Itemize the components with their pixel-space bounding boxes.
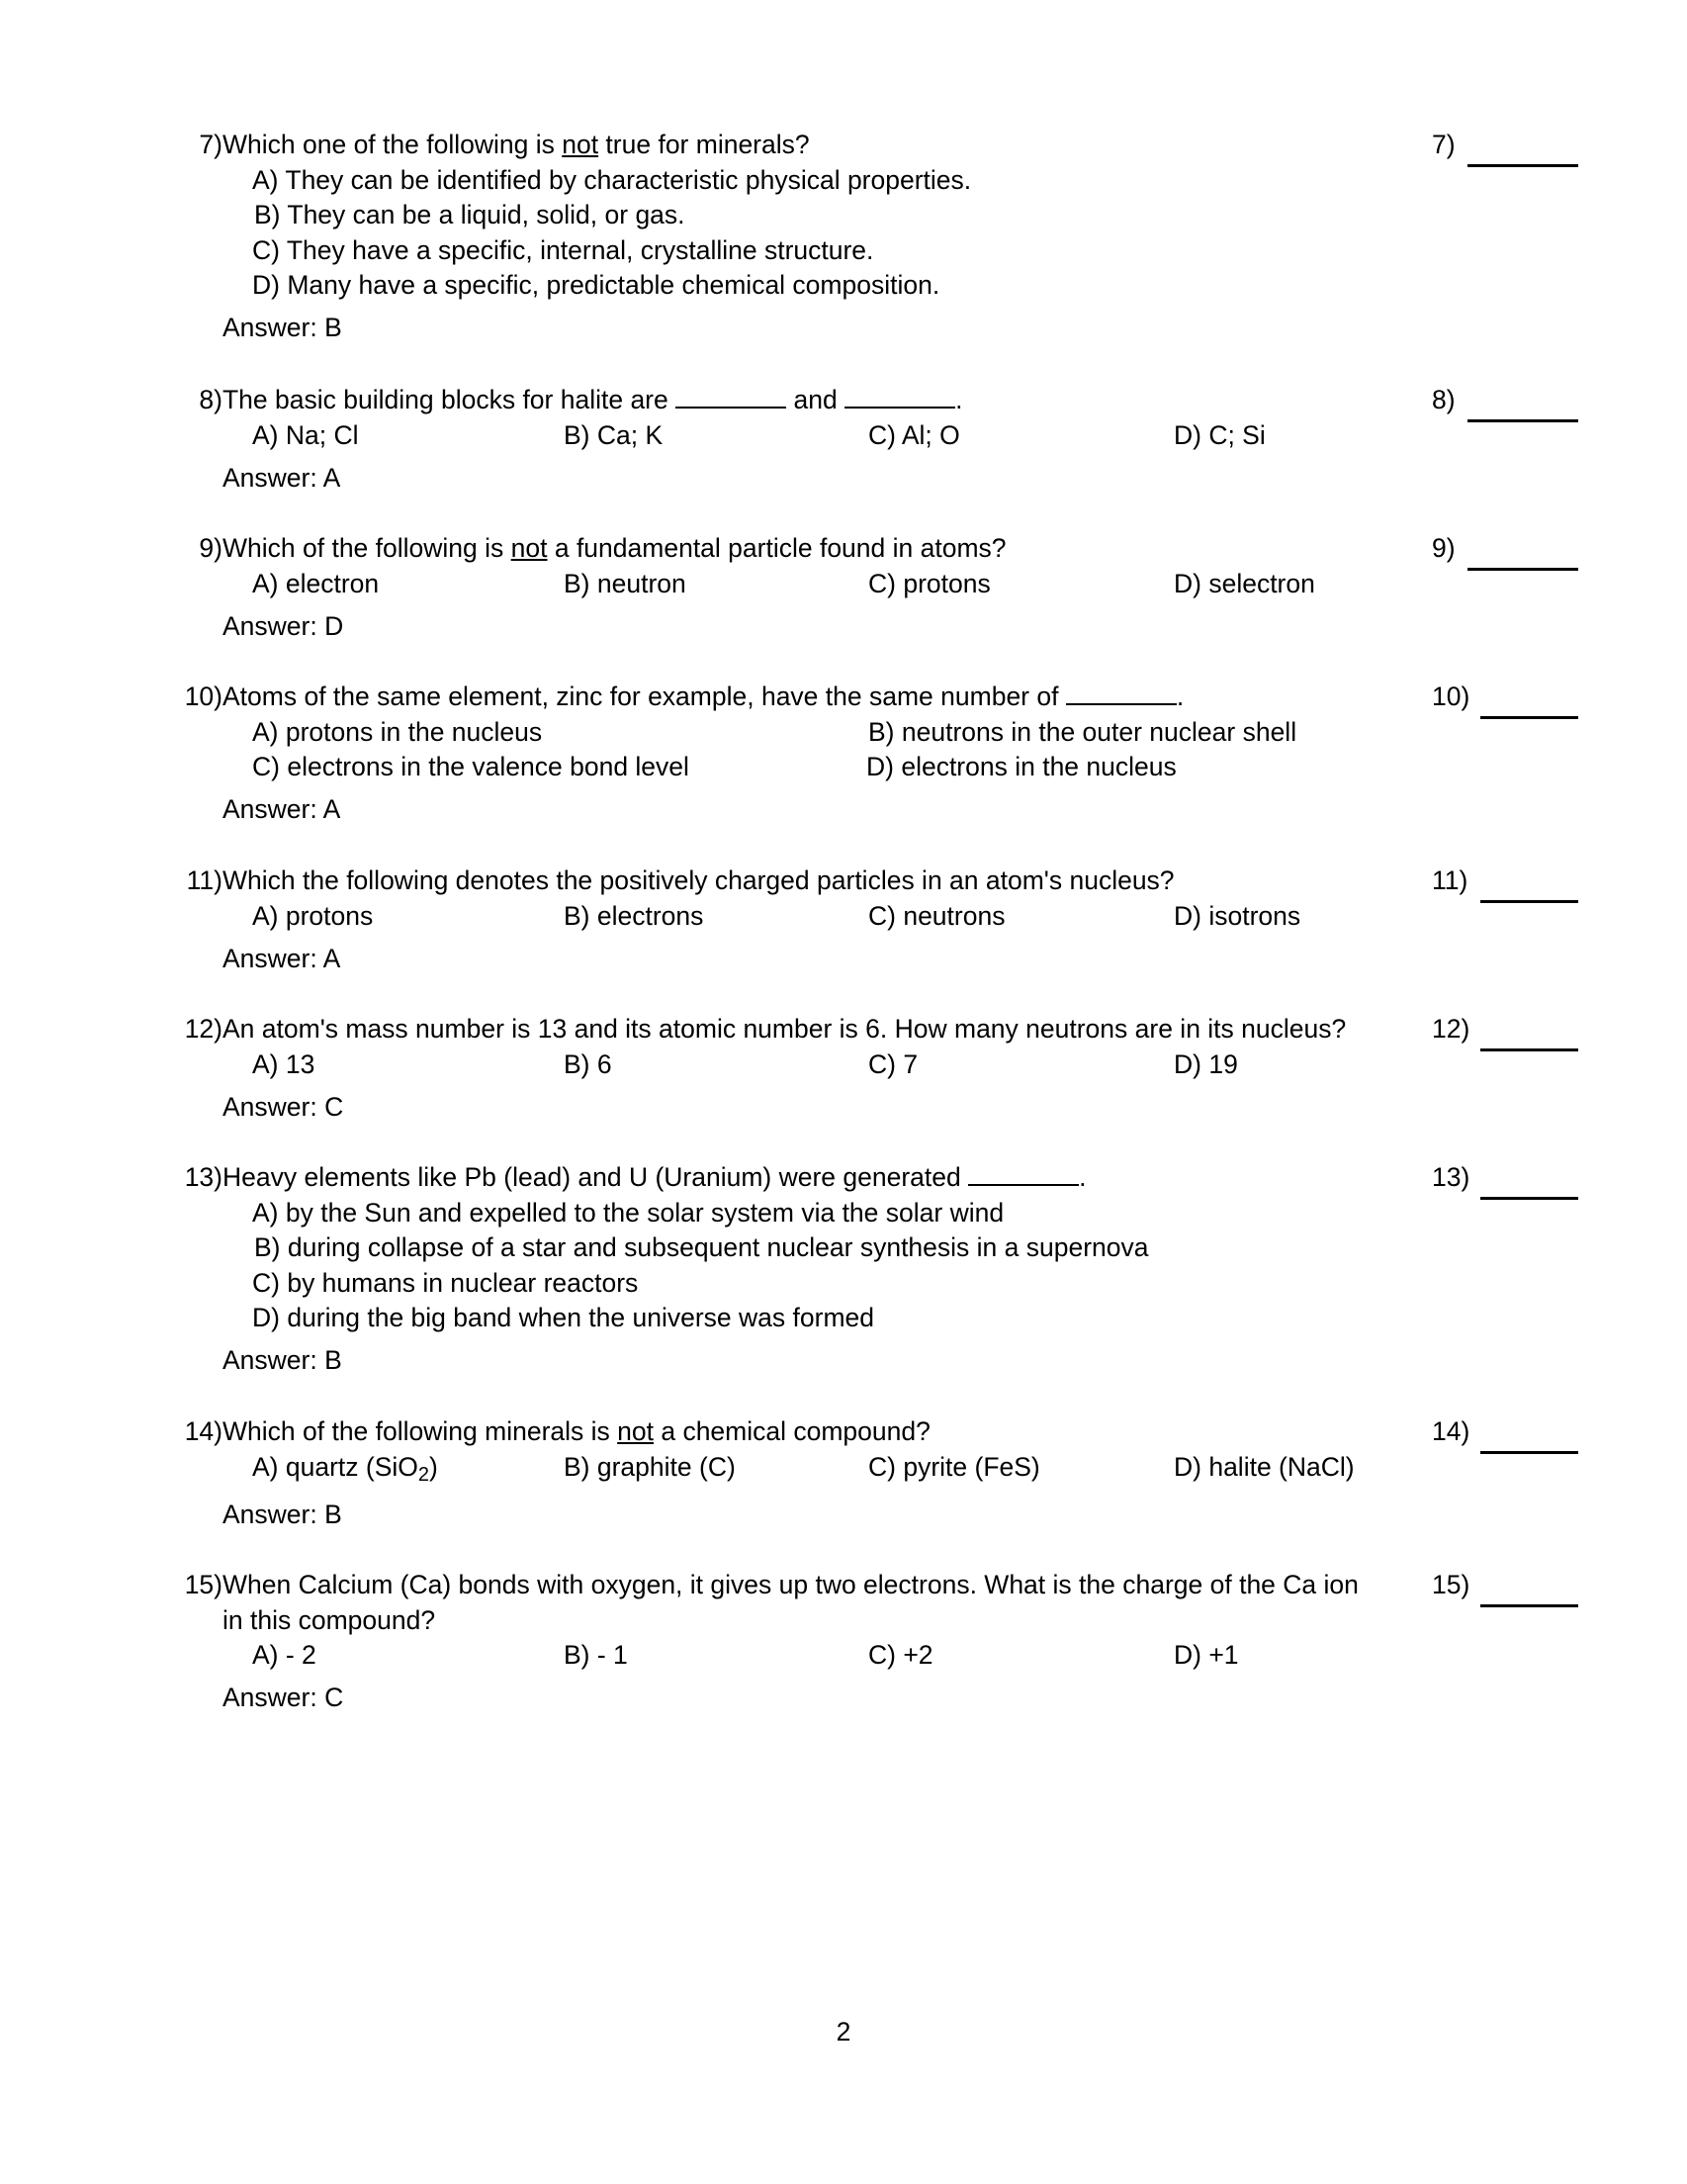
question-number: 8) [199, 385, 222, 414]
answer-key: Answer: B [222, 1500, 342, 1529]
option-b: B) electrons [564, 901, 704, 931]
option-d: D) isotrons [1174, 901, 1301, 931]
option-b: B) neutrons in the outer nuclear shell [868, 717, 1297, 747]
option-b: B) during collapse of a star and subsequent nuclear synthesis in a supernova [254, 1232, 1149, 1262]
answer-blank[interactable] [1467, 419, 1578, 422]
answer-side-number: 13) [1432, 1162, 1470, 1192]
answer-blank[interactable] [1480, 1451, 1578, 1454]
option-d: D) +1 [1174, 1640, 1239, 1670]
answer-key: Answer: A [222, 463, 341, 493]
option-c: C) by humans in nuclear reactors [252, 1268, 639, 1298]
answer-blank[interactable] [1480, 1197, 1578, 1200]
fill-blank [844, 385, 955, 409]
answer-side-number: 12) [1432, 1014, 1470, 1044]
option-d: D) C; Si [1174, 420, 1266, 450]
answer-blank[interactable] [1467, 164, 1578, 167]
option-a: A) electron [252, 569, 380, 598]
option-c: C) electrons in the valence bond level [252, 752, 689, 781]
option-b: B) neutron [564, 569, 686, 598]
option-b: B) graphite (C) [564, 1452, 736, 1482]
option-a: A) protons [252, 901, 374, 931]
option-a: A) - 2 [252, 1640, 316, 1670]
question-number: 7) [199, 130, 222, 159]
answer-key: Answer: D [222, 611, 344, 641]
answer-blank[interactable] [1480, 716, 1578, 719]
question-number: 10) [184, 682, 222, 711]
question-number: 15) [184, 1570, 222, 1599]
answer-key: Answer: C [222, 1092, 344, 1122]
option-a: A) protons in the nucleus [252, 717, 543, 747]
option-c: C) Al; O [868, 420, 960, 450]
question-stem-line-1: When Calcium (Ca) bonds with oxygen, it gives up two electrons. What is the charge of the Ca ion [222, 1570, 1359, 1599]
fill-blank [675, 385, 786, 409]
page-number: 2 [836, 2017, 851, 2047]
option-d: D) 19 [1174, 1049, 1238, 1079]
option-b: B) 6 [564, 1049, 612, 1079]
question-stem: Which of the following is not a fundamental particle found in atoms? [222, 533, 1007, 563]
question-number: 14) [184, 1416, 222, 1446]
answer-side-number: 10) [1432, 682, 1470, 711]
question-stem-line-2: in this compound? [222, 1605, 436, 1635]
answer-side-number: 14) [1432, 1416, 1470, 1446]
option-d: D) halite (NaCl) [1174, 1452, 1355, 1482]
question-number: 9) [199, 533, 222, 563]
option-d: D) electrons in the nucleus [866, 752, 1177, 781]
answer-blank[interactable] [1480, 1048, 1578, 1051]
option-b: B) They can be a liquid, solid, or gas. [254, 200, 685, 229]
answer-key: Answer: C [222, 1683, 344, 1712]
option-c: C) pyrite (FeS) [868, 1452, 1040, 1482]
answer-side-number: 7) [1432, 130, 1456, 159]
option-a: A) quartz (SiO$_2$) [252, 1452, 438, 1486]
question-number: 11) [186, 865, 222, 895]
option-b: B) Ca; K [564, 420, 664, 450]
question-number: 13) [184, 1162, 222, 1192]
answer-key: Answer: A [222, 944, 341, 973]
answer-side-number: 8) [1432, 385, 1456, 414]
option-d: D) selectron [1174, 569, 1315, 598]
question-stem: Heavy elements like Pb (lead) and U (Uranium) were generated . [222, 1162, 1087, 1192]
option-a: A) 13 [252, 1049, 315, 1079]
answer-key: Answer: B [222, 1345, 342, 1375]
option-d: D) during the big band when the universe was formed [252, 1303, 874, 1332]
question-stem: Which of the following minerals is not a chemical compound? [222, 1416, 931, 1446]
option-c: C) 7 [868, 1049, 919, 1079]
question-stem: Which the following denotes the positively charged particles in an atom's nucleus? [222, 865, 1175, 895]
option-b: B) - 1 [564, 1640, 628, 1670]
answer-side-number: 15) [1432, 1570, 1470, 1599]
question-stem: The basic building blocks for halite are and . [222, 385, 963, 414]
option-a: A) Na; Cl [252, 420, 359, 450]
question-number: 12) [184, 1014, 222, 1044]
option-a: A) They can be identified by characteristic physical properties. [252, 165, 972, 195]
option-a: A) by the Sun and expelled to the solar system via the solar wind [252, 1198, 1005, 1228]
answer-blank[interactable] [1480, 1604, 1578, 1607]
answer-side-number: 11) [1432, 865, 1468, 895]
fill-blank [968, 1162, 1079, 1186]
question-stem: Which one of the following is not true for minerals? [222, 130, 810, 159]
answer-blank[interactable] [1467, 568, 1578, 571]
question-stem: An atom's mass number is 13 and its atomic number is 6. How many neutrons are in its nucleus? [222, 1014, 1347, 1044]
option-c: C) +2 [868, 1640, 933, 1670]
answer-key: Answer: B [222, 313, 342, 342]
fill-blank [1066, 682, 1177, 705]
answer-blank[interactable] [1480, 900, 1578, 903]
answer-key: Answer: A [222, 794, 341, 824]
answer-side-number: 9) [1432, 533, 1456, 563]
question-stem: Atoms of the same element, zinc for example, have the same number of . [222, 682, 1185, 711]
option-d: D) Many have a specific, predictable chemical composition. [252, 270, 940, 300]
option-c: C) They have a specific, internal, crystalline structure. [252, 235, 874, 265]
option-c: C) protons [868, 569, 991, 598]
option-c: C) neutrons [868, 901, 1006, 931]
